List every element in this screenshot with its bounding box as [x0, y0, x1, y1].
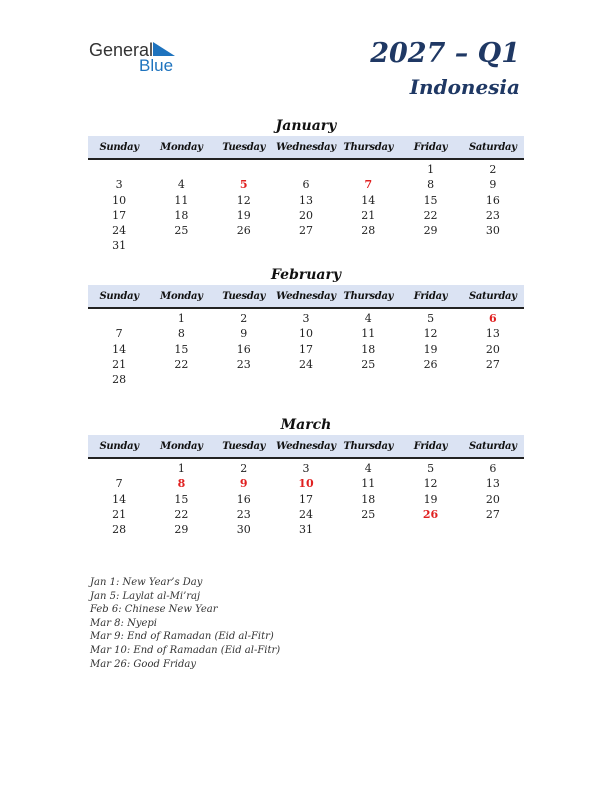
day-cell: 9: [240, 327, 248, 341]
day-cell: 14: [112, 492, 127, 506]
empty-cell: [275, 238, 337, 253]
day-cell: 28: [361, 224, 376, 238]
month-title: January: [275, 118, 337, 134]
day-cell: 31: [298, 523, 313, 537]
day-cell: 24: [298, 357, 313, 371]
empty-cell: [462, 238, 524, 253]
month-january: [88, 116, 524, 254]
day-cell: 11: [361, 477, 376, 491]
day-cell: 20: [485, 492, 500, 506]
day-cell: 18: [361, 342, 376, 356]
logo-text-blue: Blue: [139, 56, 174, 75]
empty-cell: [213, 372, 275, 387]
weekday-label: Saturday: [468, 290, 517, 302]
weekday-header: [88, 136, 524, 160]
holiday-note: Jan 5: Laylat al-Mi’raj: [90, 590, 201, 602]
empty-cell: [337, 162, 399, 177]
day-cell: 22: [174, 507, 189, 521]
empty-cell: [337, 238, 399, 253]
day-cell: 25: [361, 357, 376, 371]
holiday-note: Mar 8: Nyepi: [90, 617, 157, 629]
day-cell: 25: [361, 507, 376, 521]
holiday-note: Mar 10: End of Ramadan (Eid al-Fitr): [90, 644, 281, 656]
weekday-label: Friday: [413, 141, 448, 153]
day-cell: 21: [361, 208, 376, 222]
day-cell: 9: [239, 477, 248, 491]
day-cell: 12: [236, 193, 251, 207]
weekday-label: Wednesday: [276, 141, 336, 153]
day-cell: 10: [298, 327, 313, 341]
holiday-note: Jan 1: New Year’s Day: [90, 577, 203, 588]
day-cell: 8: [427, 178, 435, 192]
weekday-label: Thursday: [343, 141, 394, 153]
weekday-label: Sunday: [99, 440, 139, 452]
day-cell: 1: [427, 163, 435, 176]
weekday-label: Friday: [413, 440, 448, 452]
page-subtitle: Indonesia: [409, 75, 520, 99]
day-cell: 19: [423, 342, 438, 356]
day-cell: 27: [298, 224, 313, 238]
weekday-label: Tuesday: [222, 290, 266, 302]
empty-cell: [213, 162, 275, 177]
day-cell: 17: [298, 342, 313, 356]
day-cell: 5: [427, 312, 435, 325]
day-cell: 5: [427, 462, 435, 475]
day-cell: 7: [115, 327, 123, 341]
day-cell: 14: [112, 342, 127, 356]
holiday-note: Mar 9: End of Ramadan (Eid al-Fitr): [90, 631, 274, 643]
day-cell: 26: [236, 224, 251, 238]
day-cell: 21: [112, 357, 127, 371]
empty-cell: [399, 372, 461, 387]
day-cell: 4: [364, 312, 372, 325]
day-cell: 9: [489, 178, 497, 192]
day-cell: 1: [177, 462, 185, 475]
day-cell: 3: [115, 178, 123, 192]
weekday-header: [88, 435, 524, 459]
day-cell: 23: [236, 357, 251, 371]
day-cell: 25: [174, 224, 189, 238]
day-cell: 24: [298, 507, 313, 521]
empty-cell: [88, 311, 150, 326]
empty-cell: [88, 162, 150, 177]
weekday-label: Tuesday: [222, 440, 266, 452]
day-cell: 2: [240, 312, 248, 325]
empty-cell: [150, 372, 212, 387]
day-cell: 6: [489, 462, 497, 475]
month-title: February: [270, 267, 341, 283]
weekday-header: [88, 285, 524, 309]
empty-cell: [88, 461, 150, 476]
day-grid: [88, 160, 524, 254]
empty-cell: [337, 372, 399, 387]
day-cell: 27: [485, 507, 500, 521]
day-cell: 13: [485, 477, 500, 491]
day-cell: 5: [239, 178, 248, 192]
empty-cell: [213, 238, 275, 253]
day-cell: 26: [423, 357, 438, 371]
day-cell: 2: [489, 163, 497, 176]
day-cell: 29: [174, 523, 189, 537]
logo-text-general: General: [89, 40, 154, 60]
day-cell: 18: [361, 492, 376, 506]
day-cell: 7: [115, 477, 123, 491]
day-cell: 23: [236, 507, 251, 521]
day-cell: 20: [485, 342, 500, 356]
day-cell: 26: [422, 507, 439, 521]
day-cell: 17: [298, 492, 313, 506]
empty-cell: [150, 162, 212, 177]
month-title: March: [280, 417, 332, 433]
day-cell: 8: [177, 477, 186, 491]
day-cell: 13: [298, 193, 313, 207]
day-cell: 28: [112, 523, 127, 537]
day-cell: 2: [240, 462, 248, 475]
day-cell: 31: [112, 239, 127, 253]
day-cell: 3: [302, 312, 310, 325]
day-cell: 8: [177, 327, 185, 341]
day-cell: 13: [485, 327, 500, 341]
weekday-label: Saturday: [468, 141, 517, 153]
logo: [89, 40, 189, 76]
empty-cell: [337, 522, 399, 537]
day-cell: 20: [298, 208, 313, 222]
day-cell: 27: [485, 357, 500, 371]
weekday-label: Monday: [160, 290, 203, 302]
day-cell: 3: [302, 462, 310, 475]
day-cell: 15: [174, 342, 189, 356]
weekday-label: Thursday: [343, 440, 394, 452]
weekday-label: Thursday: [343, 290, 394, 302]
weekday-label: Wednesday: [276, 290, 336, 302]
weekday-label: Friday: [413, 290, 448, 302]
day-cell: 11: [174, 193, 189, 207]
day-cell: 16: [236, 342, 251, 356]
weekday-label: Sunday: [99, 141, 139, 153]
day-cell: 22: [423, 208, 438, 222]
holiday-note: Mar 26: Good Friday: [90, 658, 196, 670]
empty-cell: [462, 522, 524, 537]
day-cell: 6: [489, 312, 497, 325]
weekday-label: Monday: [160, 440, 203, 452]
day-cell: 15: [423, 193, 438, 207]
weekday-label: Sunday: [99, 290, 139, 302]
weekday-label: Saturday: [468, 440, 517, 452]
weekday-label: Wednesday: [276, 440, 336, 452]
empty-cell: [275, 372, 337, 387]
holiday-notes: [90, 576, 280, 671]
day-cell: 4: [177, 178, 185, 192]
month-february: [88, 265, 524, 387]
holiday-note: Feb 6: Chinese New Year: [90, 604, 218, 616]
empty-cell: [462, 372, 524, 387]
day-grid: [88, 459, 524, 537]
empty-cell: [150, 238, 212, 253]
weekday-label: Tuesday: [222, 141, 266, 153]
day-cell: 17: [112, 208, 127, 222]
day-cell: 30: [236, 523, 251, 537]
day-cell: 21: [112, 507, 127, 521]
day-cell: 4: [364, 462, 372, 475]
day-cell: 6: [302, 178, 310, 192]
day-cell: 23: [485, 208, 500, 222]
day-cell: 19: [236, 208, 251, 222]
day-cell: 10: [298, 477, 314, 491]
empty-cell: [399, 522, 461, 537]
day-cell: 12: [423, 327, 438, 341]
day-cell: 30: [485, 224, 500, 238]
day-cell: 10: [112, 193, 127, 207]
day-cell: 16: [236, 492, 251, 506]
day-cell: 14: [361, 193, 376, 207]
day-cell: 22: [174, 357, 189, 371]
day-cell: 24: [112, 224, 127, 238]
empty-cell: [399, 238, 461, 253]
day-cell: 12: [423, 477, 438, 491]
day-grid: [88, 309, 524, 387]
day-cell: 29: [423, 224, 438, 238]
day-cell: 15: [174, 492, 189, 506]
day-cell: 18: [174, 208, 189, 222]
day-cell: 1: [177, 312, 185, 325]
day-cell: 11: [361, 327, 376, 341]
day-cell: 16: [485, 193, 500, 207]
logo-triangle-icon: [153, 42, 175, 56]
day-cell: 28: [112, 373, 127, 387]
weekday-label: Monday: [160, 141, 203, 153]
day-cell: 19: [423, 492, 438, 506]
empty-cell: [275, 162, 337, 177]
page-title: 2027 – Q1: [370, 38, 520, 69]
day-cell: 7: [364, 178, 373, 192]
month-march: [88, 415, 524, 537]
